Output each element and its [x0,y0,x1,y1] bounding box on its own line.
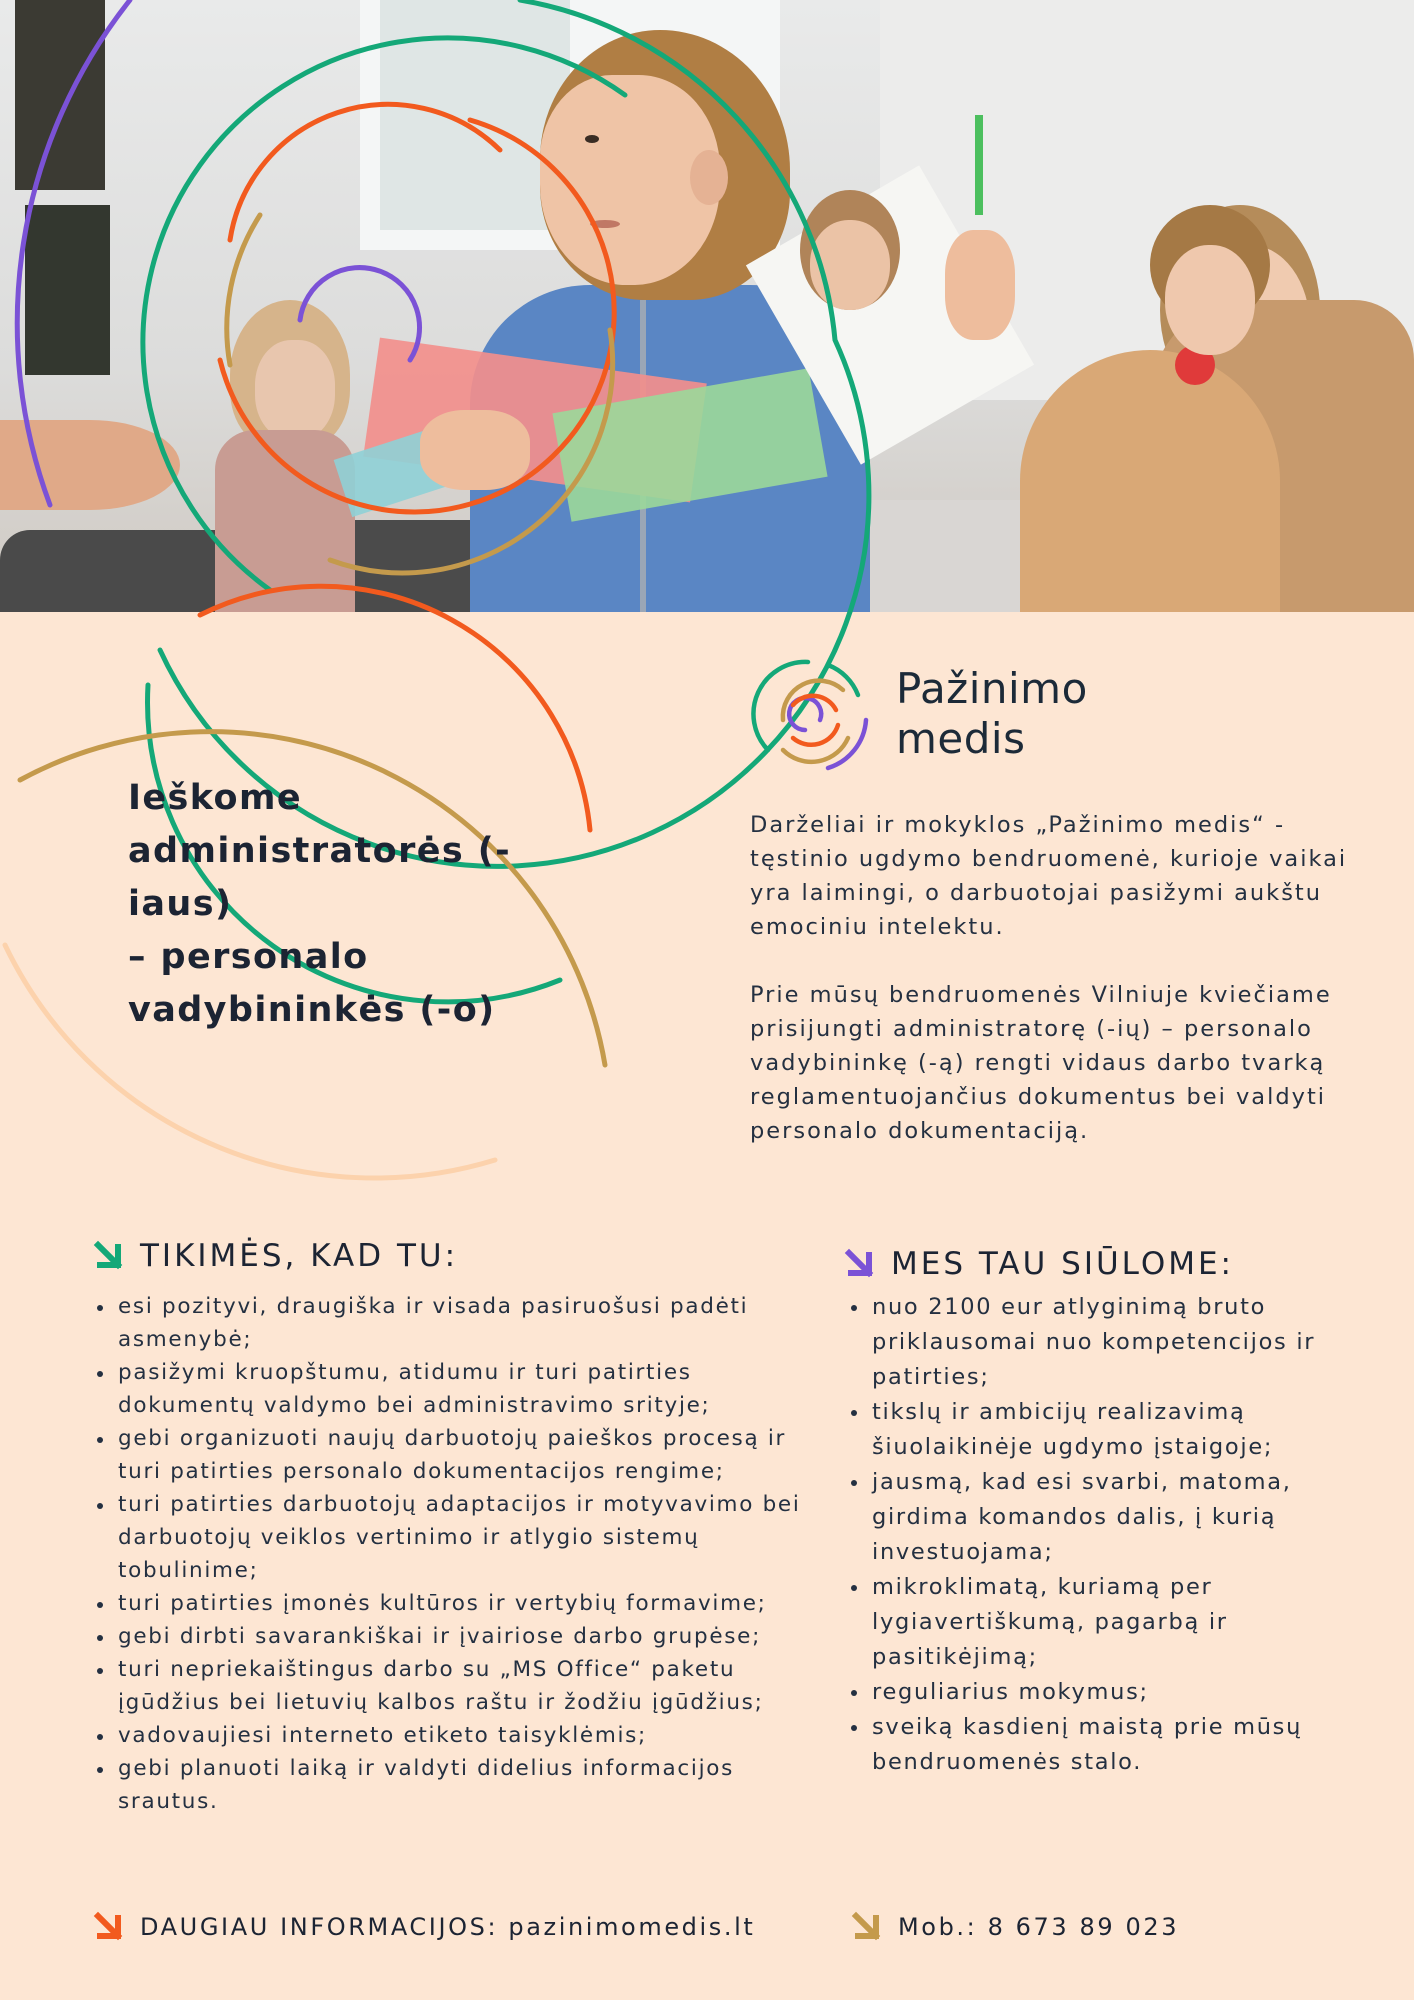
list-item: esi pozityvi, draugiška ir visada pasiruošusi padėti asmenybė; [94,1290,814,1356]
offer-title: MES TAU SIŪLOME: [891,1246,1234,1282]
headline-line3: – personalo [128,937,369,977]
intro-text [750,808,1370,1148]
arrow-down-right-icon [850,1910,884,1944]
list-item: gebi dirbti savarankiškai ir įvairiose darbo grupėse; [94,1620,814,1653]
list-item: turi nepriekaištingus darbo su „MS Office“ paketu įgūdžius bei lietuvių kalbos raštu ir žodžiu įgūdžius; [94,1653,814,1719]
brand-name-line2: medis [896,714,1026,763]
list-item: gebi organizuoti naujų darbuotojų paieškos procesą ir turi patirties personalo dokumentacijos rengime; [94,1422,814,1488]
arrow-down-right-icon [92,1910,126,1944]
offer-list [848,1290,1368,1780]
list-item: turi patirties įmonės kultūros ir vertybių formavime; [94,1587,814,1620]
list-item: turi patirties darbuotojų adaptacijos ir motyvavimo bei darbuotojų veiklos vertinimo ir atlygio sistemų tobulinime; [94,1488,814,1587]
hero-photo [0,0,1414,612]
footer-phone [850,1910,1179,1944]
arrow-down-right-icon [92,1239,126,1273]
arrow-down-right-icon [843,1247,877,1281]
brand-logo [748,650,1128,780]
list-item: pasižymi kruopštumu, atidumu ir turi patirties dokumentų valdymo bei administravimo srityje; [94,1356,814,1422]
intro-paragraph-1: Darželiai ir mokyklos „Pažinimo medis“ - tęstinio ugdymo bendruomenė, kurioje vaikai yra laimingi, o darbuotojai pasižymi aukštu emociniu intelektu. [750,812,1348,940]
list-item: tikslų ir ambicijų realizavimą šiuolaikinėje ugdymo įstaigoje; [848,1395,1368,1465]
expect-list [94,1290,814,1818]
list-item: sveiką kasdienį maistą prie mūsų bendruomenės stalo. [848,1710,1368,1780]
list-item: mikroklimatą, kuriamą per lygiavertiškumą, pagarbą ir pasitikėjimą; [848,1570,1368,1675]
logo-spiral-icon [748,650,878,780]
list-item: jausmą, kad esi svarbi, matoma, girdima komandos dalis, į kurią investuojama; [848,1465,1368,1570]
list-item: nuo 2100 eur atlyginimą bruto priklausomai nuo kompetencijos ir patirties; [848,1290,1368,1395]
footer-info [92,1910,755,1944]
info-link[interactable]: DAUGIAU INFORMACIJOS: pazinimomedis.lt [140,1913,756,1941]
intro-paragraph-2: Prie mūsų bendruomenės Vilniuje kviečiame prisijungti administratorę (-ių) – personalo vadybininkę (-ą) rengti vidaus darbo tvarką reglamentuojančius dokumentus bei valdyti personalo dokumentaciją. [750,982,1332,1144]
headline-line1: Ieškome [128,778,302,818]
list-item: gebi planuoti laiką ir valdyti didelius informacijos srautus. [94,1752,814,1818]
expect-heading [92,1238,458,1274]
phone-number[interactable]: Mob.: 8 673 89 023 [898,1913,1180,1941]
offer-heading [843,1246,1234,1282]
headline-line2: administratorės (-iaus) [128,831,512,924]
list-item: reguliarius mokymus; [848,1675,1368,1710]
expect-title: TIKIMĖS, KAD TU: [140,1238,459,1274]
brand-name [896,664,1088,764]
job-headline [128,772,598,1037]
brand-name-line1: Pažinimo [896,664,1088,713]
list-item: vadovaujiesi interneto etiketo taisyklėmis; [94,1719,814,1752]
headline-line4: vadybininkės (-o) [128,990,496,1030]
